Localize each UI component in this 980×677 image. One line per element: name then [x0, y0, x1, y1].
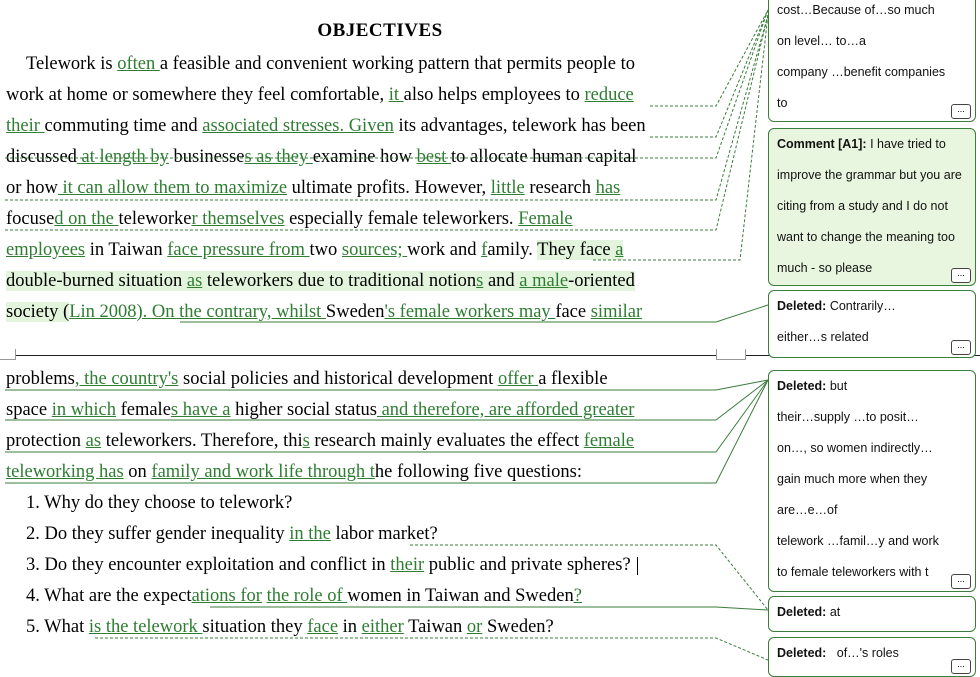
deleted-text: of…'s roles — [836, 646, 899, 660]
question-item[interactable]: 2. Do they suffer gender inequality in the labor market? — [26, 524, 438, 544]
balloon-text — [777, 597, 975, 628]
balloon-line: are…e…of — [777, 503, 838, 517]
deletion-balloon[interactable] — [768, 637, 976, 677]
balloon-text — [777, 129, 975, 284]
balloon-label: Comment [A1]: — [777, 137, 867, 151]
comment-text: I have tried to improve the grammar but you are citing from a study and I do not want to change the meaning too much - so please — [777, 137, 962, 275]
deletion-balloon[interactable] — [768, 596, 976, 632]
balloon-line — [777, 291, 975, 322]
balloon-text — [777, 638, 975, 669]
deleted-text: at — [829, 605, 841, 619]
balloon-text — [777, 0, 975, 119]
question-item[interactable]: 4. What are the expectations for the role of women in Taiwan and Sweden? — [26, 586, 582, 606]
text-line[interactable]: discussed at length by businesses as they examine how best to allocate human capital — [6, 147, 637, 167]
text-line[interactable]: teleworking has on family and work life through the following five questions: — [6, 462, 582, 482]
text-line[interactable]: Telework is often a feasible and convenient working pattern that permits people to — [26, 54, 636, 74]
balloon-line: on…, so women indirectly… — [777, 441, 933, 455]
balloon-text — [777, 291, 975, 353]
text-line[interactable]: problems, the country's social policies and historical development offer a flexible — [6, 369, 608, 389]
balloon-expand-button[interactable]: ... — [951, 104, 971, 119]
text-line[interactable]: society (Lin 2008). On the contrary, whilst Sweden's female workers may face similar — [6, 302, 643, 322]
balloon-expand-button[interactable]: ... — [951, 340, 971, 355]
balloon-label: Deleted: — [777, 379, 827, 393]
text-line[interactable]: protection as teleworkers. Therefore, this research mainly evaluates the effect female — [6, 431, 635, 451]
balloon-line: to female teleworkers with t — [777, 565, 929, 579]
balloon-line: company …benefit companies — [777, 65, 946, 79]
balloon-expand-button[interactable]: ... — [951, 268, 971, 283]
balloon-line: to — [777, 96, 788, 110]
balloon-line: gain much more when they — [777, 472, 928, 486]
balloon-label: Deleted: — [777, 646, 827, 660]
comment-balloon[interactable] — [768, 128, 976, 286]
deleted-text: Contrarily… — [829, 299, 896, 313]
balloon-line: their…supply …to posit… — [777, 410, 919, 424]
revision-balloon[interactable] — [768, 0, 976, 122]
balloon-line: either…s related — [777, 330, 869, 344]
text-line[interactable]: or how it can allow them to maximize ultimate profits. However, little research has — [6, 178, 621, 198]
text-cursor — [637, 557, 639, 575]
text-line[interactable]: double-burned situation as teleworkers due to traditional notions and a male-oriented — [6, 271, 635, 291]
question-item[interactable]: 5. What is the telework situation they face in either Taiwan or Sweden? — [26, 617, 554, 637]
text-line[interactable]: work at home or somewhere they feel comfortable, it also helps employees to reduce — [6, 85, 634, 105]
balloon-line: cost…Because of…so much — [777, 3, 935, 17]
question-item[interactable]: 3. Do they encounter exploitation and conflict in their public and private spheres? — [26, 550, 638, 581]
balloon-text — [777, 371, 975, 588]
section-title: OBJECTIVES — [317, 20, 443, 41]
balloon-expand-button[interactable]: ... — [951, 659, 971, 674]
question-item[interactable]: 1. Why do they choose to telework? — [26, 493, 293, 513]
page-break-marker — [716, 349, 746, 360]
text-line[interactable]: space in which females have a higher social status and therefore, are afforded greater — [6, 400, 635, 420]
text-line[interactable]: employees in Taiwan face pressure from two sources; work and family. They face a — [6, 240, 624, 260]
balloon-label: Deleted: — [777, 299, 827, 313]
deleted-text: but — [829, 379, 848, 393]
balloon-line: telework …famil…y and work — [777, 534, 939, 548]
deletion-balloon[interactable] — [768, 370, 976, 592]
balloon-line — [777, 371, 975, 402]
deletion-balloon[interactable] — [768, 290, 976, 358]
text-line[interactable]: their commuting time and associated stresses. Given its advantages, telework has been — [6, 116, 646, 136]
balloon-label: Deleted: — [777, 605, 827, 619]
page-break-marker — [0, 349, 16, 360]
text-line[interactable]: focused on the teleworker themselves especially female teleworkers. Female — [6, 209, 573, 229]
balloon-line: on level… to…a — [777, 34, 866, 48]
balloon-expand-button[interactable]: ... — [951, 574, 971, 589]
